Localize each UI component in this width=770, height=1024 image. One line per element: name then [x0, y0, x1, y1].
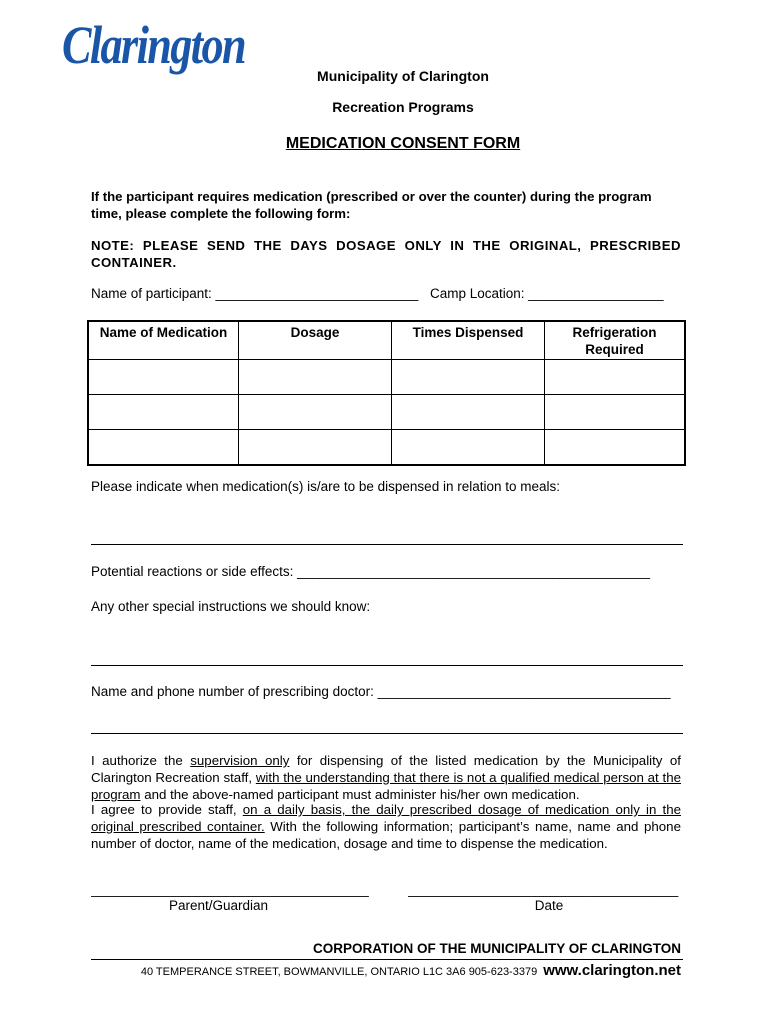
parent-signature-line[interactable]: _____________________________________	[91, 882, 369, 897]
header-dosage: Dosage	[239, 321, 392, 360]
date-label: Date	[534, 898, 564, 913]
consent-paragraph-1: I authorize the supervision only for dispensing of the listed medication by the Municipality of Clarington Recreation staff, with the understanding that there is not a qualified medical person at the program and the above-named participant must administer his/her own medication.	[91, 753, 682, 802]
table-cell[interactable]	[392, 360, 545, 395]
camp-location-field[interactable]: Camp Location: __________________	[430, 286, 664, 301]
table-header-row	[88, 321, 685, 360]
instructions-label: Any other special instructions we should know:	[91, 599, 371, 614]
instructions-answer-line[interactable]	[91, 665, 683, 666]
footer-divider	[91, 959, 683, 960]
participant-name-field[interactable]: Name of participant: ___________________________	[91, 286, 419, 301]
website-link[interactable]: www.clarington.net	[543, 962, 681, 979]
table-row	[88, 360, 685, 395]
consent-paragraph-2: I agree to provide staff, on a daily basis, the daily prescribed dosage of medication only in the original prescribed container. With the following information; participant’s name, name and phone number of doctor, name of the medication, dosage and time to dispense the medication.	[91, 802, 681, 851]
footer-address-line	[0, 962, 681, 979]
programs-heading: Recreation Programs	[332, 99, 474, 115]
table-cell[interactable]	[545, 360, 686, 395]
meals-label: Please indicate when medication(s) is/are to be dispensed in relation to meals:	[91, 479, 561, 494]
table-cell[interactable]	[239, 430, 392, 466]
doctor-field[interactable]: Name and phone number of prescribing doctor: _______________________________________	[91, 684, 671, 699]
header-refrigeration-required: Refrigeration Required	[545, 321, 686, 360]
table-cell[interactable]	[545, 430, 686, 466]
corporation-name: CORPORATION OF THE MUNICIPALITY OF CLARINGTON	[313, 941, 681, 956]
municipality-heading: Municipality of Clarington	[317, 68, 489, 84]
header-name-of-medication: Name of Medication	[88, 321, 239, 360]
medication-table	[87, 320, 686, 466]
date-signature-line[interactable]: ____________________________________	[408, 882, 679, 897]
form-title: MEDICATION CONSENT FORM	[285, 135, 521, 152]
meals-answer-line[interactable]	[91, 544, 683, 545]
table-cell[interactable]	[88, 430, 239, 466]
table-cell[interactable]	[88, 395, 239, 430]
clarington-logo: Clarington	[62, 15, 245, 75]
header-times-dispensed: Times Dispensed	[392, 321, 545, 360]
doctor-answer-line[interactable]	[91, 733, 683, 734]
footer-address: 40 TEMPERANCE STREET, BOWMANVILLE, ONTARIO L1C 3A6 905-623-3379	[140, 966, 538, 978]
table-cell[interactable]	[545, 395, 686, 430]
table-cell[interactable]	[392, 395, 545, 430]
parent-guardian-label: Parent/Guardian	[168, 898, 269, 913]
reactions-field[interactable]: Potential reactions or side effects: _______________________________________________	[91, 564, 650, 579]
table-cell[interactable]	[392, 430, 545, 466]
table-row	[88, 430, 685, 466]
table-cell[interactable]	[239, 360, 392, 395]
note-text: NOTE: PLEASE SEND THE DAYS DOSAGE ONLY IN THE ORIGINAL, PRESCRIBED CONTAINER.	[91, 238, 681, 270]
table-cell[interactable]	[239, 395, 392, 430]
intro-text: If the participant requires medication (prescribed or over the counter) during the program time, please complete the following form:	[91, 189, 652, 221]
table-row	[88, 395, 685, 430]
table-cell[interactable]	[88, 360, 239, 395]
